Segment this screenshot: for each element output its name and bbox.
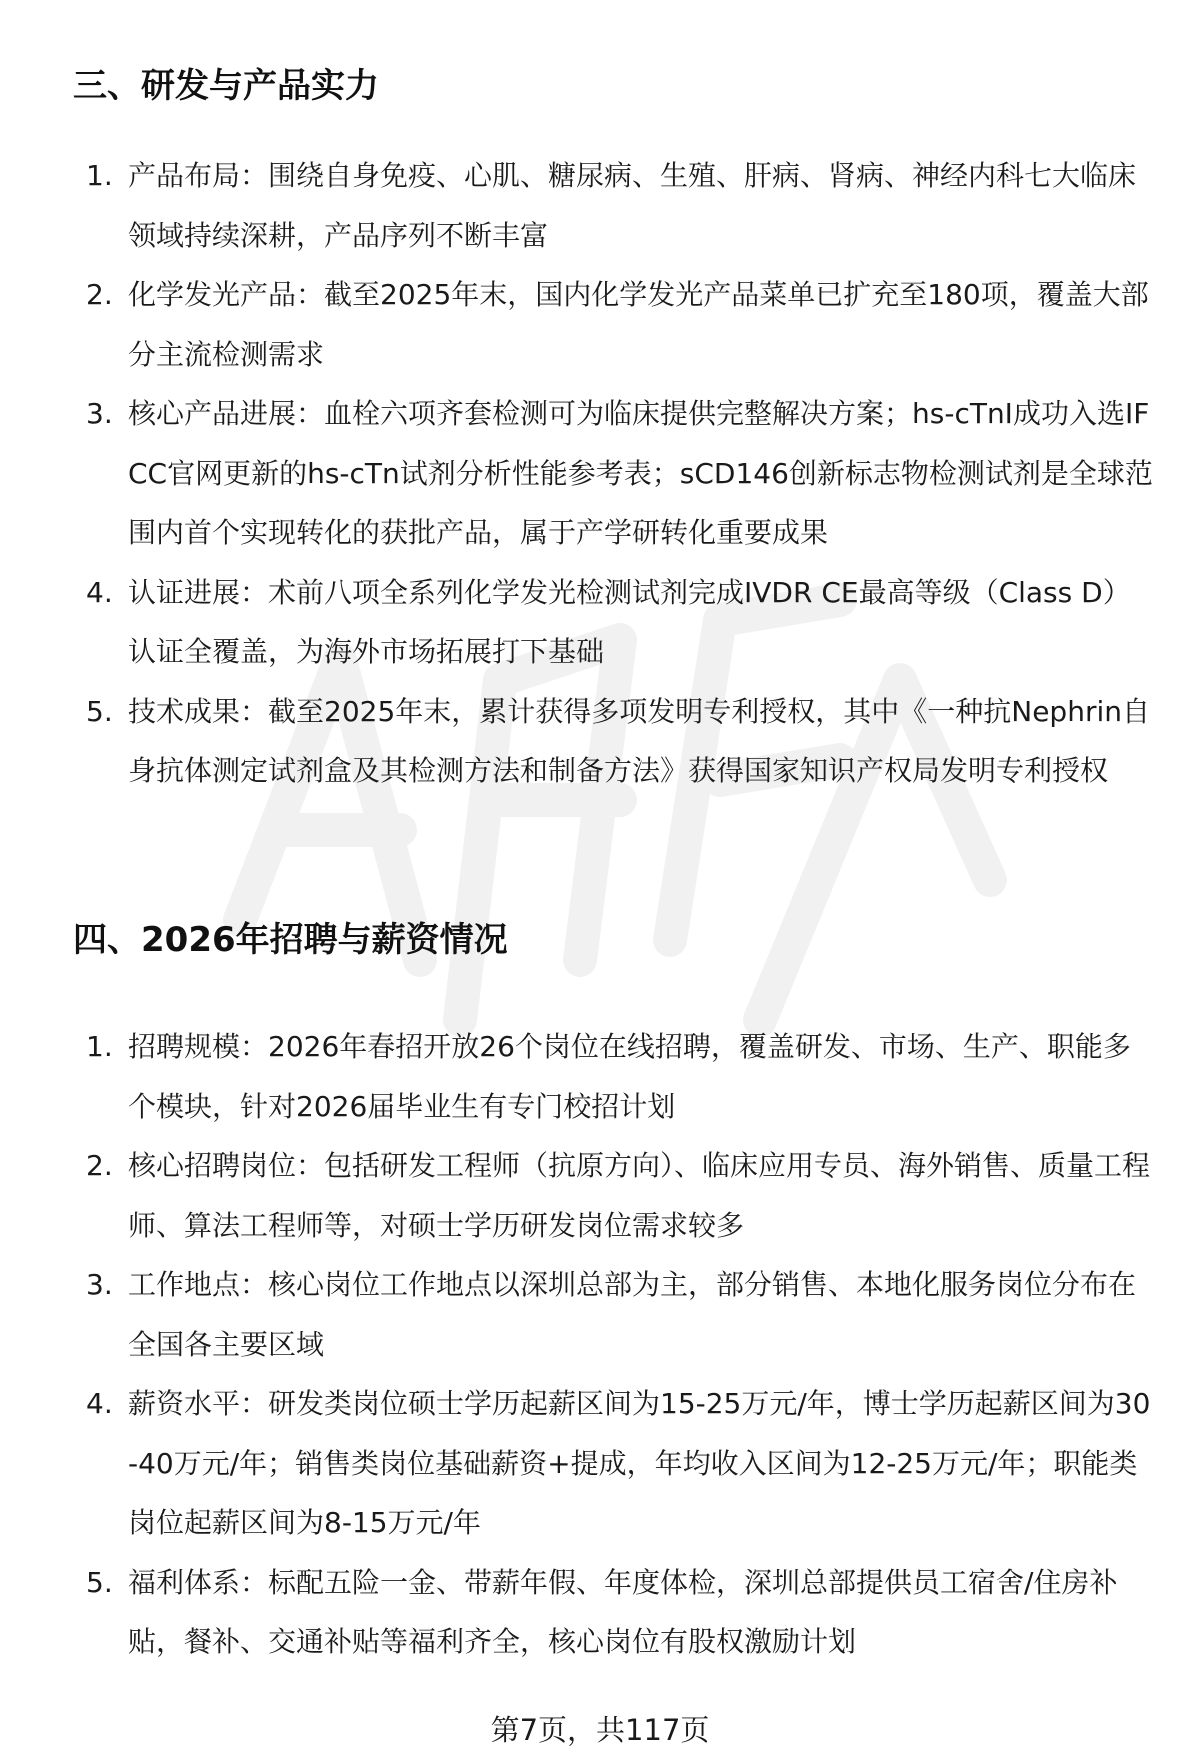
item-text: 认证进展：术前八项全系列化学发光检测试剂完成IVDR CE最高等级（Class D）认证全覆盖，为海外市场拓展打下基础 xyxy=(128,575,1131,668)
list-item xyxy=(0,146,1200,265)
item-text: 薪资水平：研发类岗位硕士学历起薪区间为15-25万元/年，博士学历起薪区间为30-40万元/年；销售类岗位基础薪资+提成，年均收入区间为12-25万元/年；职能类岗位起薪区间为8-15万元/年 xyxy=(128,1387,1151,1539)
list-item xyxy=(0,1374,1200,1553)
item-text: 核心产品进展：血栓六项齐套检测可为临床提供完整解决方案；hs-cTnI成功入选IFCC官网更新的hs-cTn试剂分析性能参考表；sCD146创新标志物检测试剂是全球范围内首个实现转化的获批产品，属于产学研转化重要成果 xyxy=(128,397,1153,549)
list-item xyxy=(0,563,1200,682)
item-number: 2. xyxy=(86,1149,113,1182)
item-number: 5. xyxy=(86,694,113,728)
section-title: 三、研发与产品实力 xyxy=(73,66,379,106)
list-item xyxy=(0,1136,1200,1255)
item-text: 招聘规模：2026年春招开放26个岗位在线招聘，覆盖研发、市场、生产、职能多个模块，针对2026届毕业生有专门校招计划 xyxy=(128,1030,1131,1123)
item-text: 工作地点：核心岗位工作地点以深圳总部为主，部分销售、本地化服务岗位分布在全国各主要区域 xyxy=(128,1268,1137,1361)
item-list xyxy=(0,1017,1200,1672)
list-item xyxy=(0,1553,1200,1672)
item-text: 福利体系：标配五险一金、带薪年假、年度体检，深圳总部提供员工宿舍/住房补贴，餐补、交通补贴等福利齐全，核心岗位有股权激励计划 xyxy=(128,1565,1118,1658)
item-number: 3. xyxy=(86,1268,113,1301)
item-number: 1. xyxy=(86,159,113,192)
list-item xyxy=(0,384,1200,563)
item-text: 产品布局：围绕自身免疫、心肌、糖尿病、生殖、肝病、肾病、神经内科七大临床领域持续深耕，产品序列不断丰富 xyxy=(128,159,1137,252)
list-item xyxy=(0,682,1200,801)
item-number: 4. xyxy=(86,575,113,609)
page-number: 第7页，共117页 xyxy=(490,1713,710,1747)
list-item xyxy=(0,1017,1200,1136)
item-number: 5. xyxy=(86,1565,113,1599)
item-number: 1. xyxy=(86,1030,113,1063)
item-number: 2. xyxy=(86,278,113,311)
list-item xyxy=(0,265,1200,384)
item-text: 技术成果：截至2025年末，累计获得多项发明专利授权，其中《一种抗Nephrin自身抗体测定试剂盒及其检测方法和制备方法》获得国家知识产权局发明专利授权 xyxy=(128,694,1150,787)
section-title: 四、2026年招聘与薪资情况 xyxy=(73,920,508,960)
list-item xyxy=(0,1255,1200,1374)
item-text: 化学发光产品：截至2025年末，国内化学发光产品菜单已扩充至180项，覆盖大部分主流检测需求 xyxy=(128,278,1149,371)
item-number: 3. xyxy=(86,397,113,430)
item-number: 4. xyxy=(86,1387,113,1420)
item-text: 核心招聘岗位：包括研发工程师（抗原方向）、临床应用专员、海外销售、质量工程师、算法工程师等，对硕士学历研发岗位需求较多 xyxy=(128,1149,1151,1242)
item-list xyxy=(0,146,1200,801)
